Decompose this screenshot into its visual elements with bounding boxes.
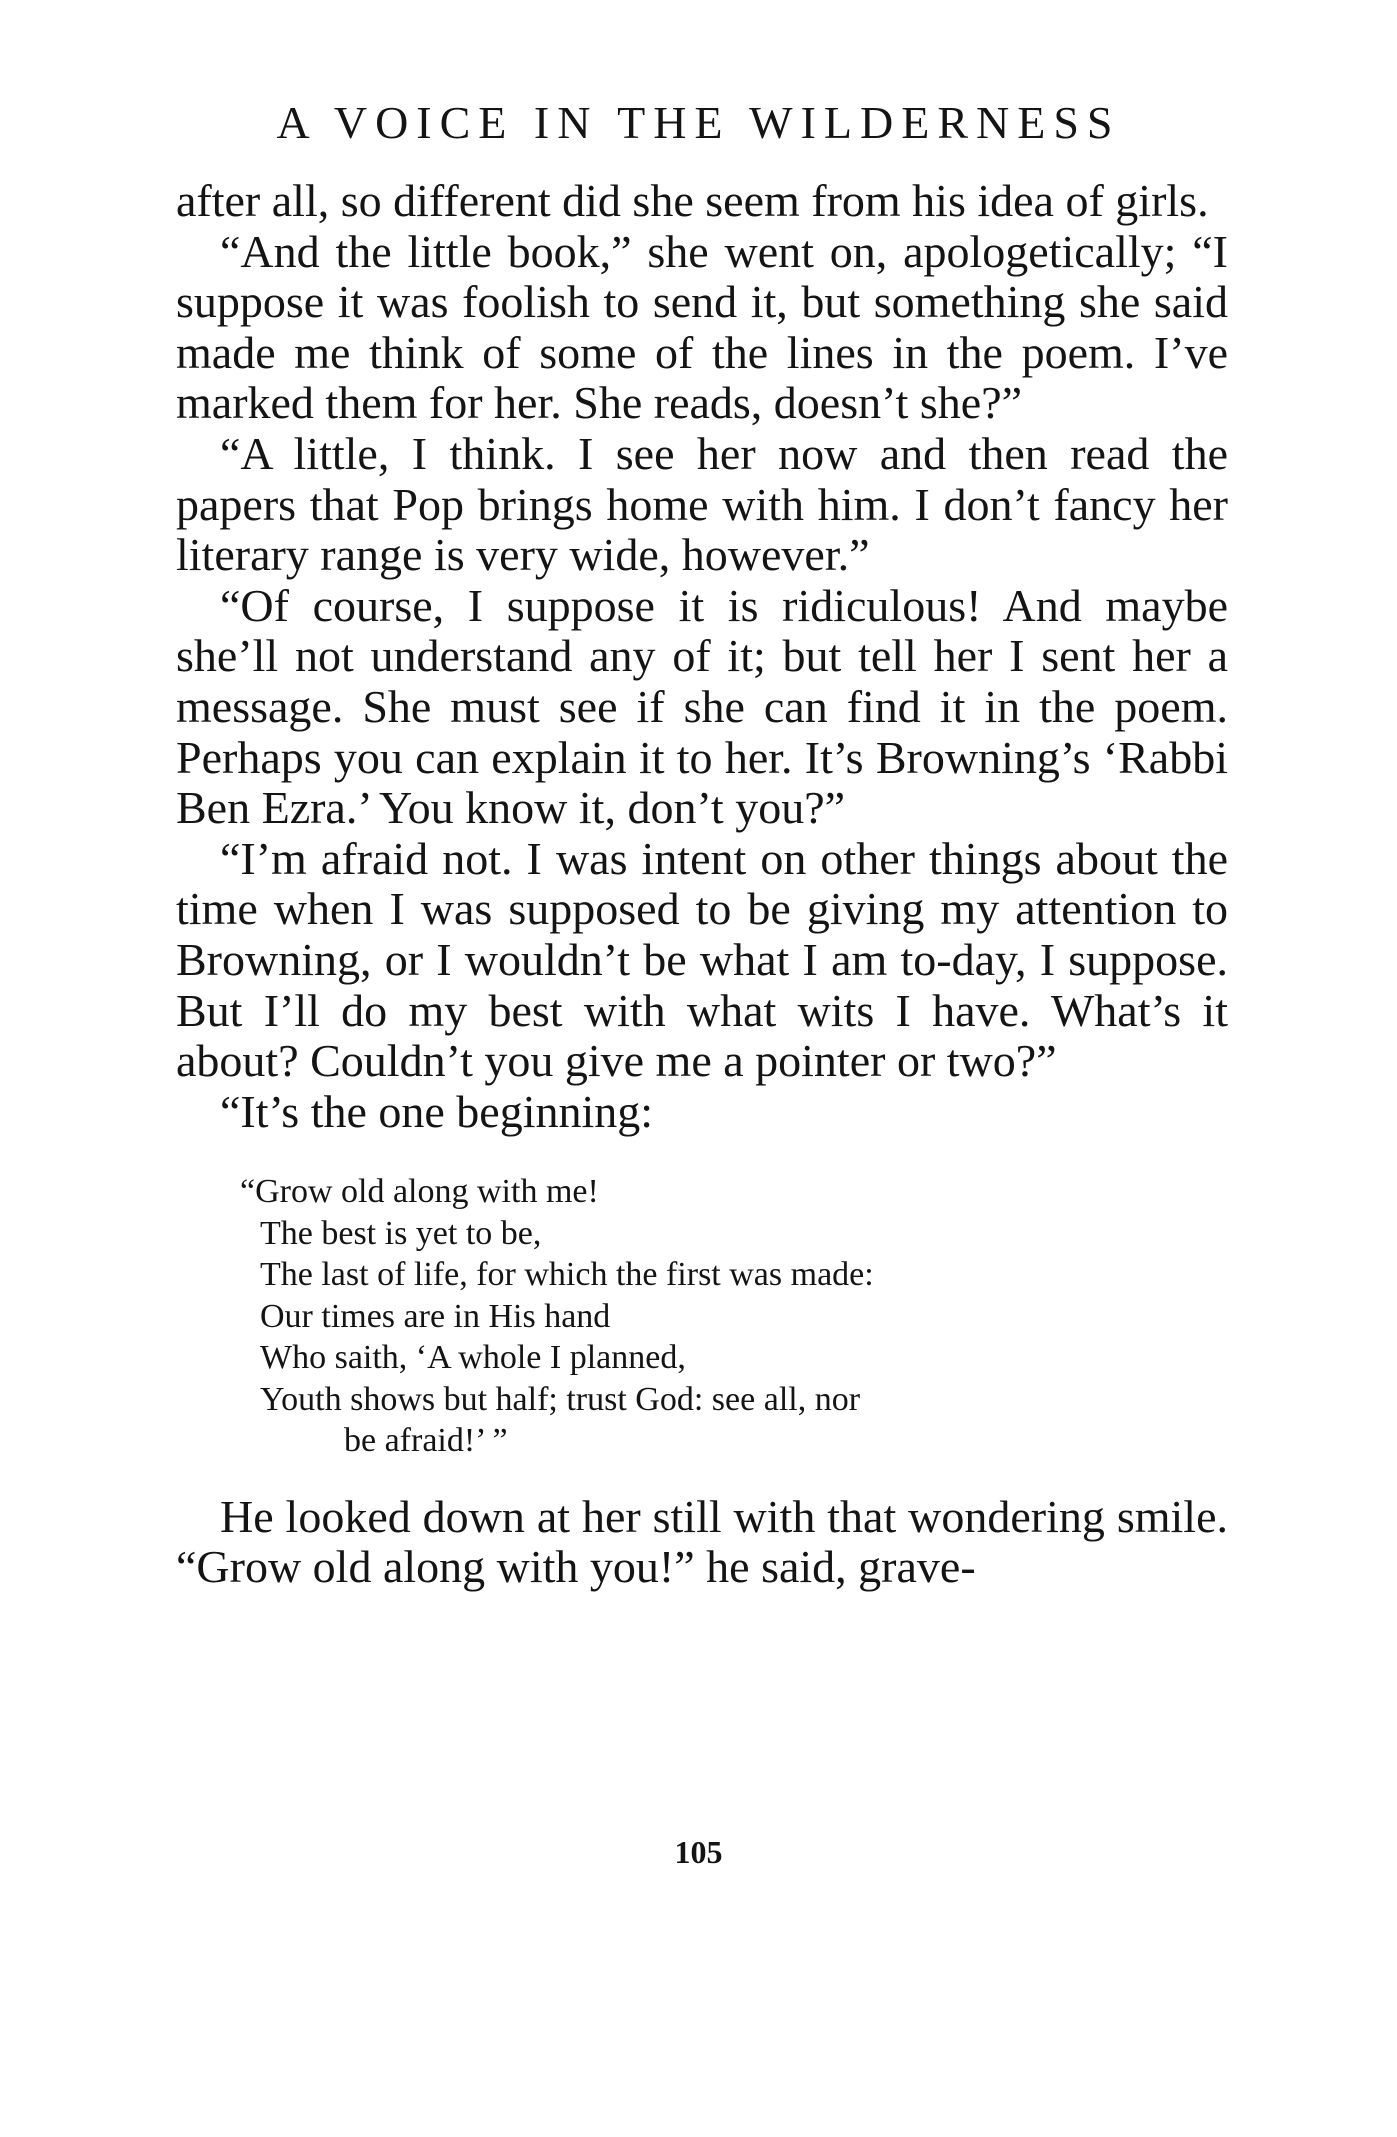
- paragraph: He looked down at her still with that wondering smile. “Grow old along with you!” he said, grave-: [176, 1490, 1228, 1593]
- verse-line: Who saith, ‘A whole I planned,: [260, 1339, 686, 1377]
- verse-line: The best is yet to be,: [260, 1214, 542, 1252]
- verse-quotation: [176, 1171, 1228, 1462]
- verse-line: The last of life, for which the first was made:: [260, 1256, 874, 1294]
- verse-line: Our times are in His hand: [260, 1297, 611, 1335]
- running-head: A VOICE IN THE WILDERNESS: [276, 97, 1121, 148]
- verse-line: “Grow old along with me!: [240, 1173, 599, 1211]
- paragraph: “It’s the one beginning:: [220, 1085, 654, 1137]
- body-text: [176, 176, 1228, 1593]
- paragraph: “Of course, I suppose it is ridiculous! And maybe she’ll not understand any of it; but tell her I sent her a message. She must see if she can find it in the poem. Perhaps you can explain it to her. It’s Browning’s ‘Rabbi Ben Ezra.’ You know it, don’t you?”: [176, 579, 1228, 834]
- paragraph: “A little, I think. I see her now and then read the papers that Pop brings home with him. I don’t fancy her literary range is very wide, however.”: [176, 427, 1228, 581]
- verse-line: be afraid!’ ”: [344, 1422, 508, 1460]
- paragraph-continued: after all, so different did she seem from his idea of girls.: [176, 175, 1209, 226]
- page-number: 105: [674, 1834, 723, 1870]
- paragraph: “I’m afraid not. I was intent on other things about the time when I was supposed to be giving my attention to Browning, or I wouldn’t be what I am to-day, I suppose. But I’ll do my best with what wits I have. What’s it about? Couldn’t you give me a pointer or two?”: [176, 832, 1228, 1087]
- verse-line: Youth shows but half; trust God: see all, nor: [260, 1380, 861, 1418]
- paragraph: “And the little book,” she went on, apologetically; “I suppose it was foolish to send it, but something she said made me think of some of the lines in the poem. I’ve marked them for her. She reads, doesn’t she?”: [176, 225, 1228, 429]
